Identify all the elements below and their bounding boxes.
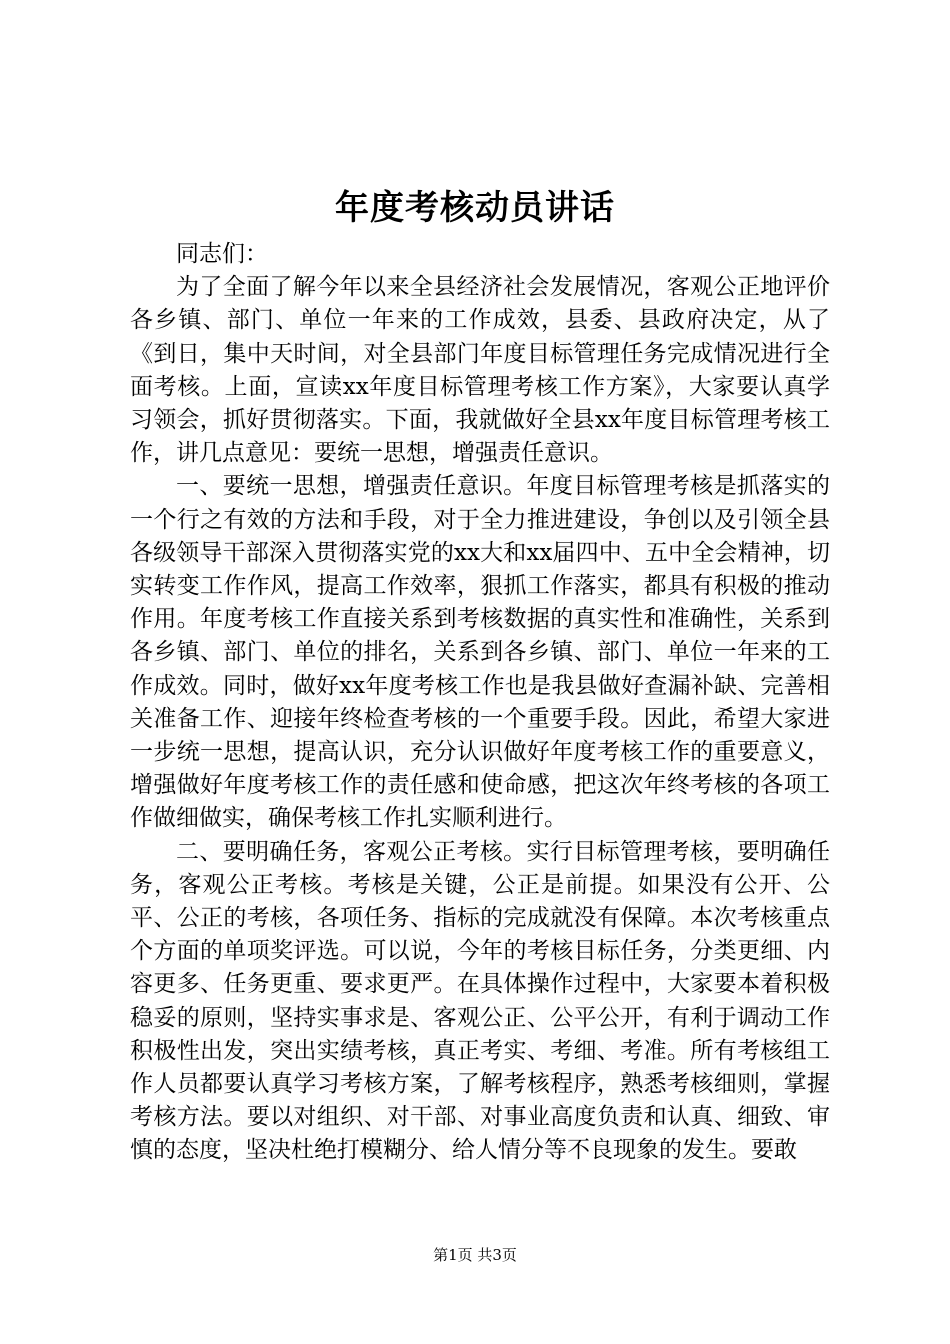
section-one-paragraph: 一、要统一思想，增强责任意识。年度目标管理考核是抓落实的一个行之有效的方法和手段，对于全力推进建设，争创以及引领全县各级领导干部深入贯彻落实党的xx大和xx届四中、五中全会精神，切实转变工作作风，提高工作效率，狠抓工作落实，都具有积极的推动作用。年度考核工作直接关系到考核数据的真实性和准确性，关系到各乡镇、部门、单位的排名，关系到各乡镇、部门、单位一年来的工作成效。同时，做好xx年度考核工作也是我县做好查漏补缺、完善相关准备工作、迎接年终检查考核的一个重要手段。因此，希望大家进一步统一思想，提高认识，充分认识做好年度考核工作的重要意义，增强做好年度考核工作的责任感和使命感，把这次年终考核的各项工作做细做实，确保考核工作扎实顺利进行。 — [130, 473, 830, 832]
document-body — [130, 238, 830, 1168]
salutation-paragraph: 同志们： — [176, 241, 268, 267]
document-title: 年度考核动员讲话 — [335, 188, 615, 228]
page-number-footer: 第1页 共3页 — [433, 1246, 517, 1264]
intro-paragraph: 为了全面了解今年以来全县经济社会发展情况，客观公正地评价各乡镇、部门、单位一年来的工作成效，县委、县政府决定，从了《到日，集中天时间，对全县部门年度目标管理任务完成情况进行全面考核。上面，宣读xx年度目标管理考核工作方案》，大家要认真学习领会，抓好贯彻落实。下面，我就做好全县xx年度目标管理考核工作，讲几点意见：要统一思想，增强责任意识。 — [130, 274, 830, 467]
section-two-paragraph: 二、要明确任务，客观公正考核。实行目标管理考核，要明确任务，客观公正考核。考核是关键，公正是前提。如果没有公开、公平、公正的考核，各项任务、指标的完成就没有保障。本次考核重点个方面的单项奖评选。可以说，今年的考核目标任务，分类更细、内容更多、任务更重、要求更严。在具体操作过程中，大家要本着积极稳妥的原则，坚持实事求是、客观公正、公平公开，有利于调动工作积极性出发，突出实绩考核，真正考实、考细、考准。所有考核组工作人员都要认真学习考核方案，了解考核程序，熟悉考核细则，掌握考核方法。要以对组织、对干部、对事业高度负责和认真、细致、审慎的态度，坚决杜绝打模糊分、给人情分等不良现象的发生。要敢 — [130, 838, 830, 1164]
